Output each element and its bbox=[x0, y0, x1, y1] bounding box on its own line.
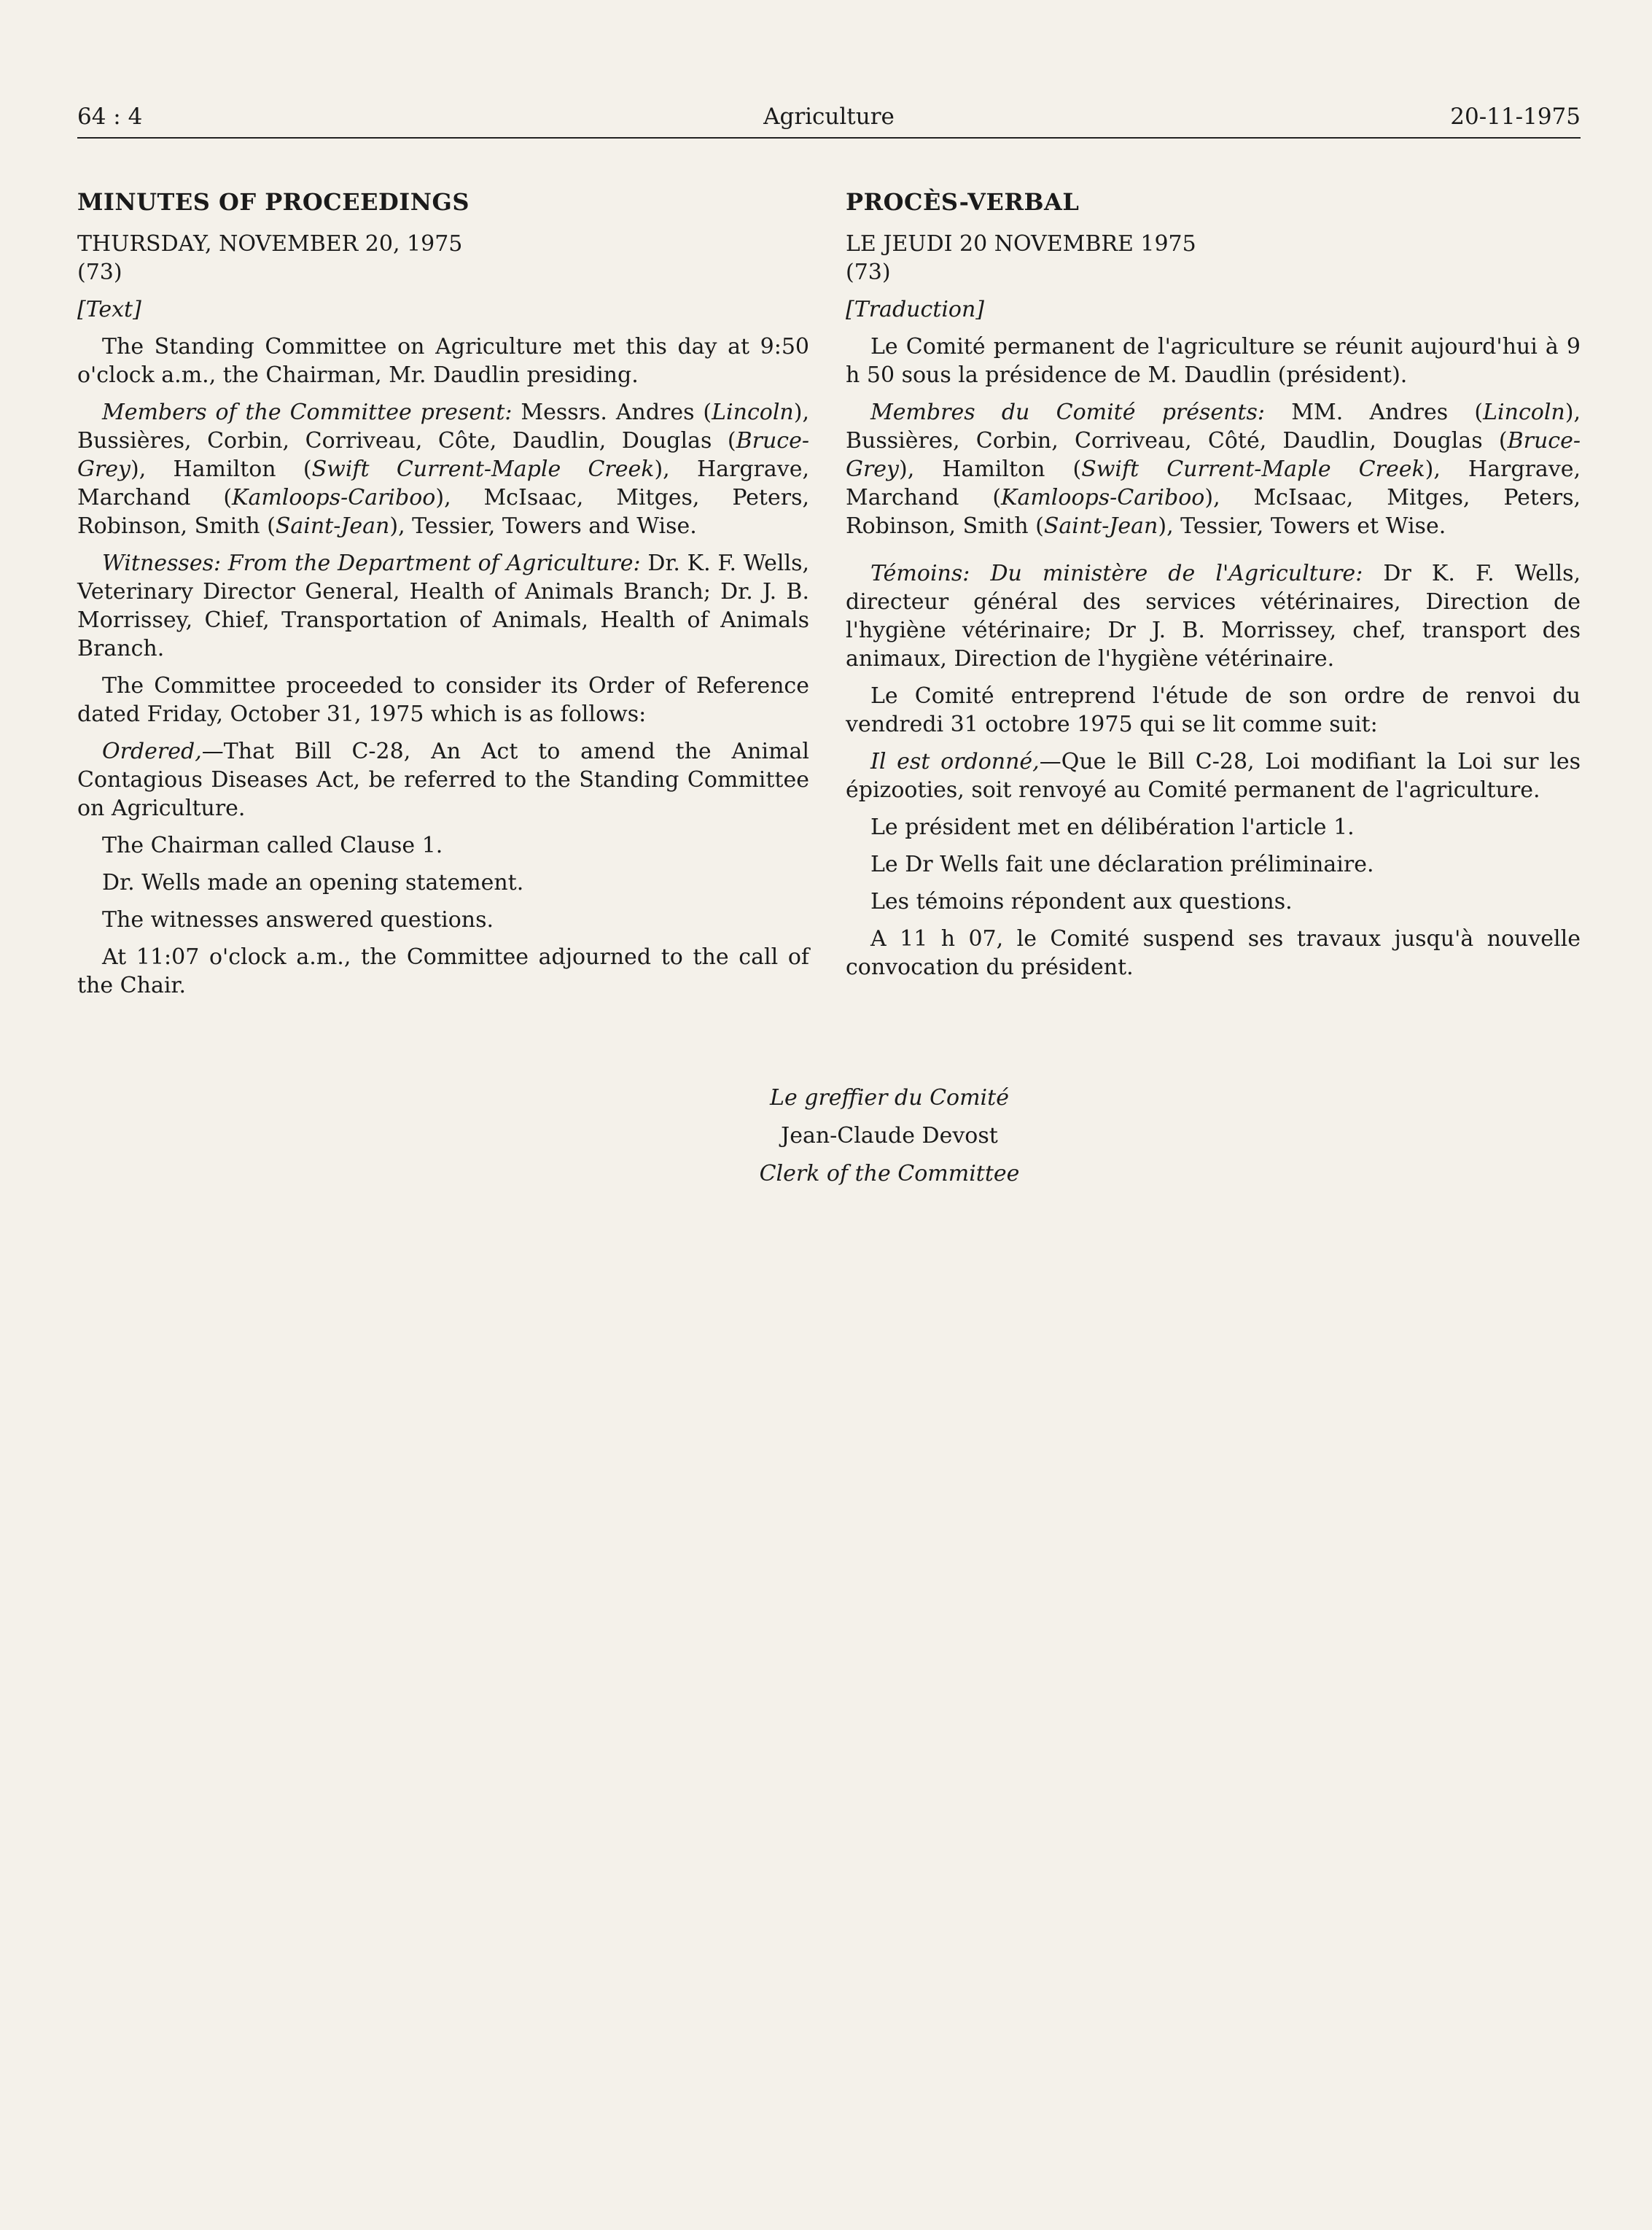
french-para-statement: Le Dr Wells fait une déclaration préliminaire. bbox=[870, 852, 1374, 877]
french-para-order: Le Comité entreprend l'étude de son ordre de renvoi du vendredi 31 octobre 1975 qui se lit comme suit: bbox=[846, 683, 1581, 737]
english-para-clause: The Chairman called Clause 1. bbox=[102, 833, 443, 858]
french-members-text: MM. Andres ( bbox=[1265, 400, 1484, 425]
riding-name: Saint-Jean bbox=[1043, 513, 1158, 539]
riding-name: Lincoln bbox=[712, 400, 794, 425]
english-para-questions: The witnesses answered questions. bbox=[102, 907, 494, 933]
english-ordered-text: —That Bill C-28, An Act to amend the Animal Contagious Diseases Act, be referred to the Standing Committee on Agriculture. bbox=[77, 739, 809, 821]
page-header bbox=[77, 104, 1581, 139]
riding-name: Bruce-Grey bbox=[846, 428, 1581, 482]
riding-name: Kamloops-Cariboo bbox=[232, 485, 436, 510]
french-witnesses-label: Témoins: Du ministère de l'Agriculture: bbox=[870, 561, 1363, 586]
header-date: 20-11-1975 bbox=[1450, 104, 1581, 130]
english-para-statement: Dr. Wells made an opening statement. bbox=[102, 870, 524, 896]
riding-name: Swift Current-Maple Creek bbox=[1081, 457, 1425, 482]
french-witnesses-text: Dr K. F. Wells, directeur général des services vétérinaires, Direction de l'hygiène vétérinaire; Dr J. B. Morrissey, chef, transport des animaux, Direction de l'hygiène vétérinaire. bbox=[846, 561, 1581, 672]
clerk-title-english: Clerk of the Committee bbox=[759, 1161, 1020, 1186]
french-members-text: ), Hargrave, Marchand ( bbox=[846, 457, 1581, 510]
english-para-met: The Standing Committee on Agriculture met this day at 9:50 o'clock a.m., the Chairman, Mr. Daudlin presiding. bbox=[77, 334, 809, 388]
english-witnesses-text: Dr. K. F. Wells, Veterinary Director General, Health of Animals Branch; Dr. J. B. Morrissey, Chief, Transportation of Animals, Health of Animals Branch. bbox=[77, 551, 810, 661]
english-members-label: Members of the Committee present: bbox=[102, 400, 513, 425]
french-column bbox=[846, 188, 1581, 990]
riding-name: Swift Current-Maple Creek bbox=[311, 457, 655, 482]
french-heading: PROCÈS-VERBAL bbox=[846, 188, 1080, 216]
french-para-ordered bbox=[846, 747, 1581, 804]
french-para-members bbox=[846, 398, 1581, 540]
riding-name: Kamloops-Cariboo bbox=[1001, 485, 1205, 510]
running-title: Agriculture bbox=[763, 104, 895, 130]
french-sitting-number: (73) bbox=[846, 260, 891, 285]
french-ordered-text: —Que le Bill C-28, Loi modifiant la Loi sur les épizooties, soit renvoyé au Comité permanent de l'agriculture. bbox=[846, 749, 1581, 803]
clerk-signature-block bbox=[605, 1079, 1174, 1193]
english-date-line: THURSDAY, NOVEMBER 20, 1975 bbox=[77, 231, 463, 257]
english-para-witnesses bbox=[77, 549, 809, 663]
french-para-clause: Le président met en délibération l'article 1. bbox=[870, 815, 1355, 840]
french-date-line: LE JEUDI 20 NOVEMBRE 1975 bbox=[846, 231, 1196, 257]
french-text-tag: [Traduction] bbox=[846, 297, 985, 322]
french-members-text: ), Bussières, Corbin, Corriveau, Côté, Daudlin, Douglas ( bbox=[846, 400, 1581, 454]
english-para-order: The Committee proceeded to consider its Order of Reference dated Friday, October 31, 1975 which is as follows: bbox=[77, 673, 809, 727]
english-sitting-number: (73) bbox=[77, 260, 122, 285]
french-para-witnesses bbox=[846, 559, 1581, 673]
clerk-name: Jean-Claude Devost bbox=[781, 1123, 998, 1149]
english-para-members bbox=[77, 398, 809, 540]
english-members-text: ), Tessier, Towers and Wise. bbox=[389, 513, 697, 539]
english-text-tag: [Text] bbox=[77, 297, 141, 322]
english-members-text: Messrs. Andres ( bbox=[512, 400, 712, 425]
english-members-text: ), Hargrave, Marchand ( bbox=[77, 457, 810, 510]
riding-name: Bruce-Grey bbox=[77, 428, 809, 482]
french-para-adjourn: A 11 h 07, le Comité suspend ses travaux jusqu'à nouvelle convocation du président. bbox=[846, 926, 1581, 980]
french-ordered-label: Il est ordonné, bbox=[870, 749, 1040, 774]
french-members-label: Membres du Comité présents: bbox=[870, 400, 1266, 425]
clerk-title-french: Le greffier du Comité bbox=[770, 1085, 1009, 1111]
french-members-text: ), Tessier, Towers et Wise. bbox=[1158, 513, 1446, 539]
page-number: 64 : 4 bbox=[77, 104, 143, 130]
english-members-text: ), Bussières, Corbin, Corriveau, Côte, Daudlin, Douglas ( bbox=[77, 400, 809, 454]
english-para-adjourn: At 11:07 o'clock a.m., the Committee adjourned to the call of the Chair. bbox=[77, 944, 809, 998]
french-members-text: ), Hamilton ( bbox=[899, 457, 1082, 482]
english-members-text: ), McIsaac, Mitges, Peters, Robinson, Smith ( bbox=[77, 485, 809, 539]
english-members-text: ), Hamilton ( bbox=[130, 457, 312, 482]
riding-name: Saint-Jean bbox=[275, 513, 390, 539]
french-para-questions: Les témoins répondent aux questions. bbox=[870, 889, 1293, 914]
riding-name: Lincoln bbox=[1483, 400, 1565, 425]
english-ordered-label: Ordered, bbox=[102, 739, 202, 764]
french-para-met: Le Comité permanent de l'agriculture se réunit aujourd'hui à 9 h 50 sous la présidence de M. Daudlin (président). bbox=[846, 334, 1581, 388]
english-para-ordered bbox=[77, 737, 809, 823]
english-witnesses-label: Witnesses: From the Department of Agriculture: bbox=[102, 551, 641, 576]
english-heading: MINUTES OF PROCEEDINGS bbox=[77, 188, 470, 216]
english-column bbox=[77, 188, 809, 1009]
french-members-text: ), McIsaac, Mitges, Peters, Robinson, Smith ( bbox=[846, 485, 1581, 539]
